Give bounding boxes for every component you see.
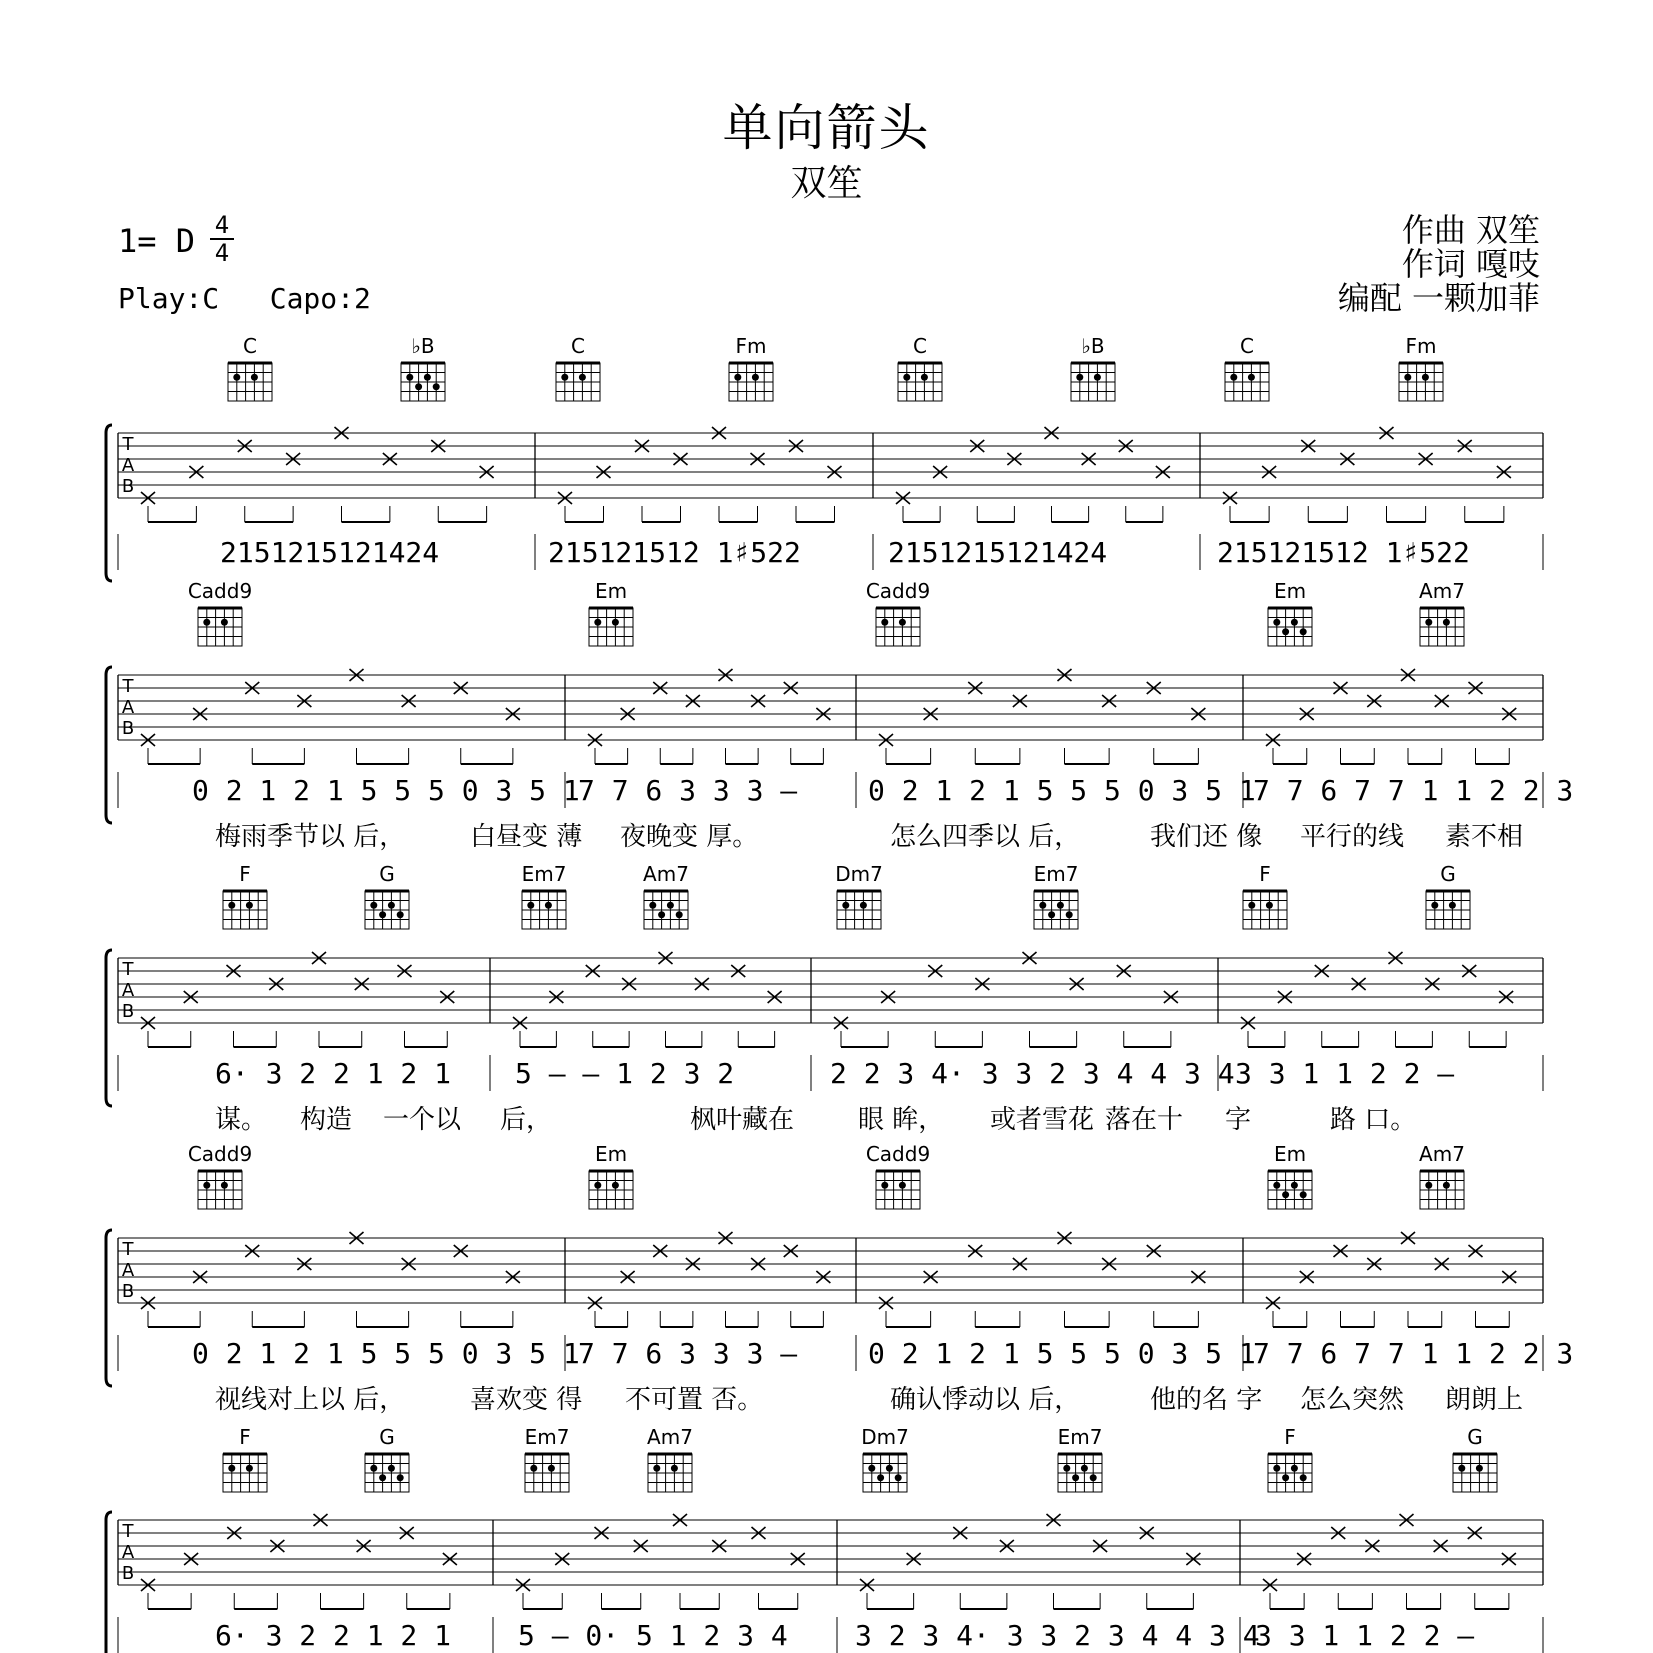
jianpu-measure: 6· 3 2 2 1 2 1 bbox=[215, 1057, 452, 1090]
chord-diagram-dot bbox=[388, 902, 395, 909]
chord-name: F bbox=[1284, 1425, 1296, 1449]
jianpu-measure: 3 2 3 4· 3 3 2 3 4 4 3 4 bbox=[855, 1619, 1260, 1652]
chord-diagram-dot bbox=[579, 374, 586, 381]
chord-diagram-dot bbox=[379, 911, 386, 918]
chord-diagram-dot bbox=[221, 619, 228, 626]
chord-diagram-dot bbox=[667, 902, 674, 909]
chord-diagram-dot bbox=[886, 1465, 893, 1472]
lyric-phrase: 梅雨季节以 后， bbox=[215, 822, 406, 852]
lyric-phrase: 字 bbox=[1225, 1105, 1252, 1135]
chord-diagram-dot bbox=[1273, 1465, 1280, 1472]
play-capo-info: Play:C Capo:2 bbox=[118, 282, 371, 315]
chord-diagram-dot bbox=[612, 1182, 619, 1189]
chord-diagram-dot bbox=[676, 911, 683, 918]
chord-diagram-dot bbox=[370, 902, 377, 909]
jianpu-measure: 5 — 0· 5 1 2 3 4 bbox=[518, 1619, 788, 1652]
jianpu-measure: 2151215121424 bbox=[888, 536, 1108, 569]
jianpu-measure: 5 — — 1 2 3 2 bbox=[515, 1057, 735, 1090]
chord-diagram-dot bbox=[545, 902, 552, 909]
chord-diagram-dot bbox=[397, 1474, 404, 1481]
chord-diagram-dot bbox=[1443, 619, 1450, 626]
system-bracket bbox=[106, 1512, 112, 1653]
jianpu-measure: 21512151̇2 1♯522 bbox=[1217, 536, 1470, 569]
chord-diagram-dot bbox=[842, 902, 849, 909]
chord-diagram-dot bbox=[415, 383, 422, 390]
chord-diagram-dot bbox=[561, 374, 568, 381]
chord-diagram-dot bbox=[1048, 911, 1055, 918]
tab-clef-letter: T bbox=[122, 1239, 134, 1260]
lyric-phrase: 视线对上以 后， bbox=[215, 1385, 406, 1415]
chord-name: Am7 bbox=[1419, 579, 1465, 603]
chord-diagram-dot bbox=[548, 1465, 555, 1472]
credit-arranger: 编配 一颗加菲 bbox=[1337, 279, 1540, 317]
chord-name: F bbox=[1259, 862, 1271, 886]
chord-diagram-dot bbox=[424, 374, 431, 381]
chord-diagram-dot bbox=[612, 619, 619, 626]
tab-clef-letter: T bbox=[122, 676, 134, 697]
tab-clef-letter: A bbox=[121, 697, 135, 718]
tab-clef-letter: B bbox=[121, 1281, 135, 1302]
jianpu-measure: 7 7 6 7 7 1 1 2 2 3 bbox=[1253, 774, 1574, 807]
chord-diagram-dot bbox=[1063, 1465, 1070, 1472]
key-signature: 1= D bbox=[118, 222, 196, 260]
chord-name: Em7 bbox=[1057, 1425, 1103, 1449]
jianpu-measure: 0 2 1 2 1 5 5 5 0 3 5 1 bbox=[192, 774, 580, 807]
chord-diagram-dot bbox=[594, 1182, 601, 1189]
chord-diagram-dot bbox=[653, 1465, 660, 1472]
jianpu-measure: 7 7 6 3 3 3 — bbox=[578, 1337, 798, 1370]
chord-name: Em bbox=[1273, 579, 1307, 603]
chord-diagram-dot bbox=[246, 902, 253, 909]
lyric-phrase: 喜欢变 得 bbox=[470, 1385, 583, 1415]
lyric-phrase: 不可置 否。 bbox=[625, 1385, 764, 1415]
chord-name: Cadd9 bbox=[187, 1142, 253, 1166]
chord-diagram-dot bbox=[899, 619, 906, 626]
chord-name: Em bbox=[594, 1142, 628, 1166]
chord-name: Cadd9 bbox=[187, 579, 253, 603]
chord-diagram-dot bbox=[1291, 1182, 1298, 1189]
chord-diagram-dot bbox=[594, 619, 601, 626]
chord-name: Em7 bbox=[1033, 862, 1079, 886]
chord-diagram-dot bbox=[228, 1465, 235, 1472]
chord-name: C bbox=[1240, 334, 1254, 358]
chord-diagram-dot bbox=[1443, 1182, 1450, 1189]
lyric-phrase: 怎么突然 bbox=[1300, 1385, 1405, 1415]
chord-diagram-dot bbox=[203, 619, 210, 626]
tab-clef-letter: B bbox=[121, 718, 135, 739]
lyric-phrase: 怎么四季以 后， bbox=[890, 822, 1081, 852]
system-bracket bbox=[106, 1230, 112, 1386]
chord-diagram-dot bbox=[1476, 1465, 1483, 1472]
chord-diagram-dot bbox=[921, 374, 928, 381]
lyric-phrase: 谋。 bbox=[215, 1105, 268, 1135]
chord-diagram-dot bbox=[1282, 1191, 1289, 1198]
chord-diagram-dot bbox=[1090, 1474, 1097, 1481]
chord-diagram-dot bbox=[881, 619, 888, 626]
jianpu-measure: 2 2 3 4· 3 3 2 3 4 4 3 4 bbox=[830, 1057, 1235, 1090]
chord-name: Am7 bbox=[643, 862, 689, 886]
jianpu-measure: 7 7 6 7 7 1 1 2 2 3 bbox=[1253, 1337, 1574, 1370]
lyric-phrase: 素不相 bbox=[1445, 822, 1524, 852]
chord-diagram-dot bbox=[1266, 902, 1273, 909]
chord-diagram-dot bbox=[370, 1465, 377, 1472]
chord-diagram-dot bbox=[1458, 1465, 1465, 1472]
song-artist: 双笙 bbox=[790, 163, 863, 204]
chord-name: ♭B bbox=[411, 334, 435, 358]
tab-clef-letter: A bbox=[121, 455, 135, 476]
lyric-phrase: 夜晚变 厚。 bbox=[620, 822, 759, 852]
lyric-phrase: 落在十 bbox=[1105, 1105, 1184, 1135]
chord-diagram-dot bbox=[903, 374, 910, 381]
chord-name: Am7 bbox=[1419, 1142, 1465, 1166]
chord-diagram-dot bbox=[877, 1474, 884, 1481]
chord-diagram-dot bbox=[1449, 902, 1456, 909]
chord-diagram-dot bbox=[1039, 902, 1046, 909]
chord-diagram-dot bbox=[1282, 1474, 1289, 1481]
jianpu-measure: 0 2 1 2 1 5 5 5 0 3 5 1 bbox=[868, 774, 1256, 807]
tab-clef-letter: A bbox=[121, 980, 135, 1001]
lyric-phrase: 枫叶藏在 bbox=[690, 1105, 795, 1135]
tab-system bbox=[106, 1425, 1543, 1653]
chord-name: Em bbox=[594, 579, 628, 603]
chord-name: Em bbox=[1273, 1142, 1307, 1166]
chord-name: F bbox=[239, 1425, 251, 1449]
tab-clef-letter: T bbox=[122, 959, 134, 980]
chord-name: ♭B bbox=[1081, 334, 1105, 358]
chord-diagram-dot bbox=[752, 374, 759, 381]
time-signature-top: 4 bbox=[214, 211, 230, 239]
chord-diagram-dot bbox=[1273, 1182, 1280, 1189]
lyric-phrase: 一个以 bbox=[383, 1105, 462, 1135]
chord-diagram-dot bbox=[530, 1465, 537, 1472]
chord-diagram-dot bbox=[1081, 1465, 1088, 1472]
chord-diagram-dot bbox=[246, 1465, 253, 1472]
chord-name: Em7 bbox=[524, 1425, 570, 1449]
chord-name: Am7 bbox=[647, 1425, 693, 1449]
chord-diagram-dot bbox=[1230, 374, 1237, 381]
chord-diagram-dot bbox=[1248, 902, 1255, 909]
chord-diagram-dot bbox=[1291, 619, 1298, 626]
chord-diagram-dot bbox=[1404, 374, 1411, 381]
chord-diagram-dot bbox=[860, 902, 867, 909]
tab-system bbox=[106, 579, 1573, 852]
lyric-phrase: 眼 眸， bbox=[858, 1105, 945, 1135]
chord-name: G bbox=[1440, 862, 1456, 886]
chord-diagram-dot bbox=[1300, 1474, 1307, 1481]
tab-clef-letter: A bbox=[121, 1542, 135, 1563]
chord-diagram-dot bbox=[233, 374, 240, 381]
chord-name: C bbox=[243, 334, 257, 358]
chord-diagram-dot bbox=[895, 1474, 902, 1481]
chord-diagram-dot bbox=[221, 1182, 228, 1189]
chord-diagram-dot bbox=[1248, 374, 1255, 381]
chord-diagram-dot bbox=[671, 1465, 678, 1472]
chord-name: Dm7 bbox=[835, 862, 883, 886]
lyric-phrase: 他的名 字 bbox=[1150, 1385, 1263, 1415]
lyric-phrase: 平行的线 bbox=[1300, 822, 1405, 852]
jianpu-measure: 3 3 1 1 2 2 — bbox=[1255, 1619, 1475, 1652]
chord-diagram-dot bbox=[1425, 1182, 1432, 1189]
chord-name: G bbox=[379, 1425, 395, 1449]
chord-diagram-dot bbox=[1291, 1465, 1298, 1472]
chord-diagram-dot bbox=[433, 383, 440, 390]
chord-diagram-dot bbox=[251, 374, 258, 381]
tab-clef-letter: T bbox=[122, 1521, 134, 1542]
chord-name: Dm7 bbox=[861, 1425, 909, 1449]
chord-diagram-dot bbox=[379, 1474, 386, 1481]
jianpu-measure: 6· 3 2 2 1 2 1 bbox=[215, 1619, 452, 1652]
chord-diagram-dot bbox=[734, 374, 741, 381]
chord-diagram-dot bbox=[203, 1182, 210, 1189]
tab-system bbox=[106, 334, 1543, 581]
chord-name: Cadd9 bbox=[865, 579, 931, 603]
chord-diagram-dot bbox=[527, 902, 534, 909]
jianpu-measure: 0 2 1 2 1 5 5 5 0 3 5 1 bbox=[868, 1337, 1256, 1370]
chord-diagram-dot bbox=[1072, 1474, 1079, 1481]
tab-clef-letter: T bbox=[122, 434, 134, 455]
chord-name: Cadd9 bbox=[865, 1142, 931, 1166]
credit-composer: 作曲 双笙 bbox=[1401, 211, 1540, 249]
chord-diagram-dot bbox=[1300, 1191, 1307, 1198]
chord-name: G bbox=[1467, 1425, 1483, 1449]
jianpu-measure: 2151215121424 bbox=[220, 536, 440, 569]
chord-diagram-dot bbox=[1094, 374, 1101, 381]
chord-diagram-dot bbox=[1282, 628, 1289, 635]
tab-clef-letter: B bbox=[121, 1001, 135, 1022]
chord-name: C bbox=[571, 334, 585, 358]
tab-clef-letter: A bbox=[121, 1260, 135, 1281]
chord-diagram-dot bbox=[1422, 374, 1429, 381]
chord-name: Em7 bbox=[521, 862, 567, 886]
jianpu-measure: 3 3 1 1 2 2 — bbox=[1235, 1057, 1455, 1090]
chord-diagram-dot bbox=[1066, 911, 1073, 918]
lyric-phrase: 或者雪花 bbox=[990, 1105, 1095, 1135]
lyric-phrase: 构造 bbox=[300, 1105, 353, 1135]
chord-name: C bbox=[913, 334, 927, 358]
song-title: 单向箭头 bbox=[722, 99, 931, 157]
chord-diagram-dot bbox=[388, 1465, 395, 1472]
chord-diagram-dot bbox=[1431, 902, 1438, 909]
lyric-phrase: 路 口。 bbox=[1330, 1105, 1417, 1135]
chord-diagram-dot bbox=[899, 1182, 906, 1189]
chord-diagram-dot bbox=[1300, 628, 1307, 635]
system-bracket bbox=[106, 950, 112, 1106]
credit-lyricist: 作词 嘎吱 bbox=[1401, 245, 1540, 283]
chord-diagram-dot bbox=[1057, 902, 1064, 909]
system-bracket bbox=[106, 425, 112, 581]
chord-diagram-dot bbox=[658, 911, 665, 918]
tab-clef-letter: B bbox=[121, 476, 135, 497]
chord-diagram-dot bbox=[649, 902, 656, 909]
chord-diagram-dot bbox=[1425, 619, 1432, 626]
lyric-phrase: 我们还 像 bbox=[1150, 822, 1263, 852]
lyric-phrase: 朗朗上 bbox=[1445, 1385, 1524, 1415]
chord-diagram-dot bbox=[1273, 619, 1280, 626]
chord-diagram-dot bbox=[881, 1182, 888, 1189]
jianpu-measure: 0 2 1 2 1 5 5 5 0 3 5 1 bbox=[192, 1337, 580, 1370]
lyric-phrase: 白昼变 薄 bbox=[470, 822, 583, 852]
tab-system bbox=[106, 1142, 1573, 1415]
chord-diagram-dot bbox=[1076, 374, 1083, 381]
chord-name: G bbox=[379, 862, 395, 886]
chord-name: Fm bbox=[1405, 334, 1437, 358]
tab-clef-letter: B bbox=[121, 1563, 135, 1584]
jianpu-measure: 21512151̇2 1♯522 bbox=[548, 536, 801, 569]
lyric-phrase: 后， bbox=[500, 1105, 553, 1135]
system-bracket bbox=[106, 667, 112, 823]
chord-diagram-dot bbox=[406, 374, 413, 381]
chord-diagram-dot bbox=[397, 911, 404, 918]
chord-name: Fm bbox=[735, 334, 767, 358]
lyric-phrase: 确认悸动以 后， bbox=[890, 1385, 1081, 1415]
chord-diagram-dot bbox=[228, 902, 235, 909]
time-signature-bottom: 4 bbox=[210, 238, 234, 266]
chord-name: F bbox=[239, 862, 251, 886]
jianpu-measure: 7 7 6 3 3 3 — bbox=[578, 774, 798, 807]
chord-diagram-dot bbox=[868, 1465, 875, 1472]
tab-system bbox=[106, 862, 1543, 1135]
